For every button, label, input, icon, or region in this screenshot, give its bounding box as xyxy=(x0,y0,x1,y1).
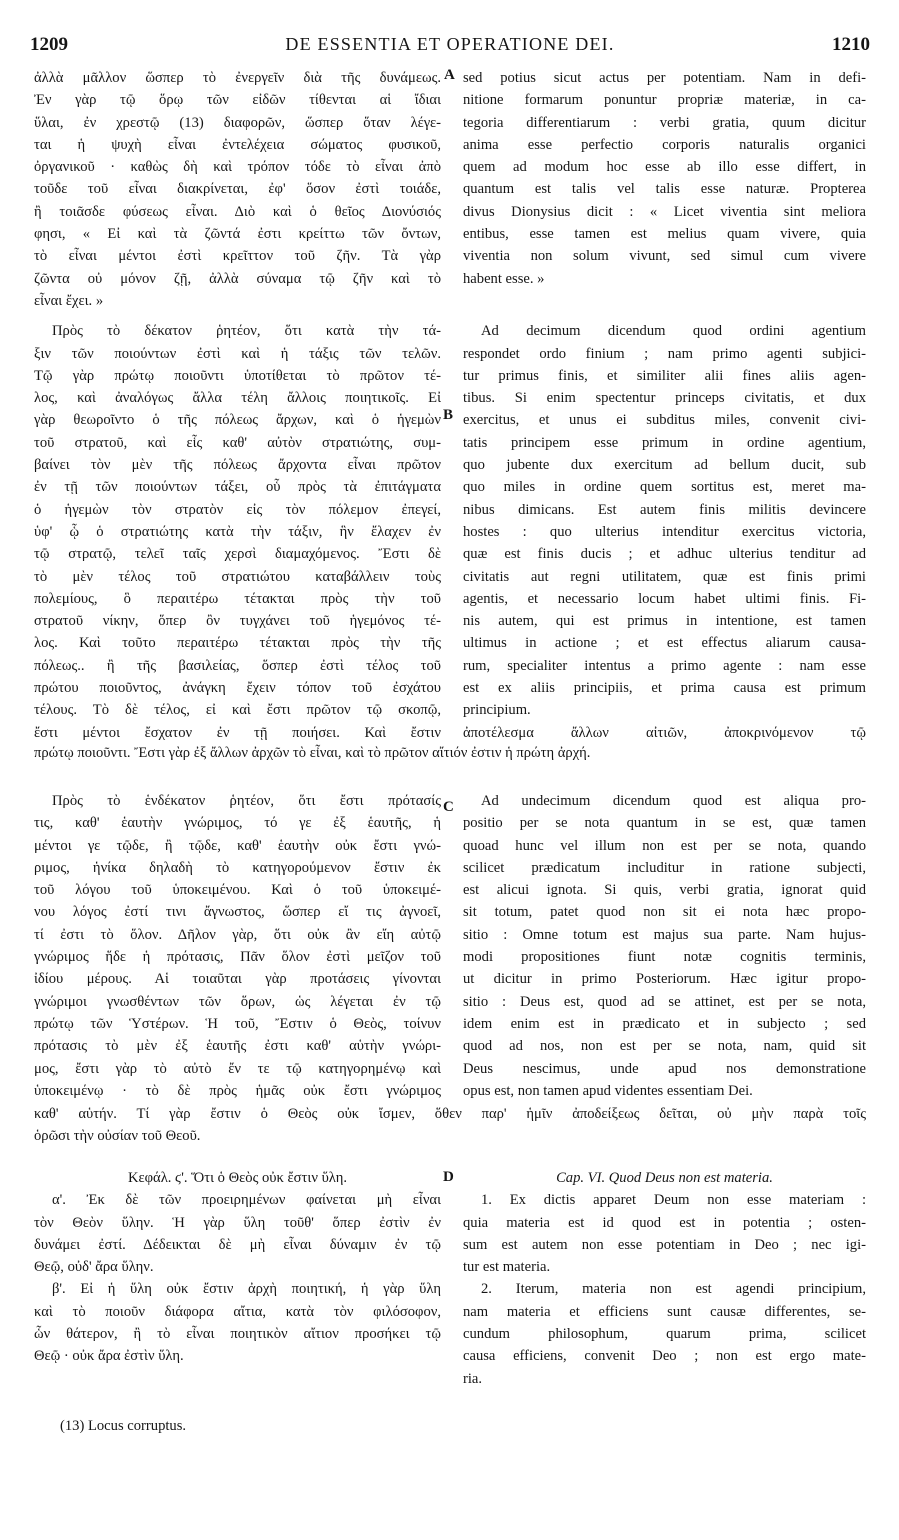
full-width-line-end xyxy=(34,1125,441,1147)
text-line: ριμος, ἡνίκα δηλαδὴ τὸ κατηγορούμενον ἔστιν ἐκ xyxy=(34,859,441,876)
text-line: τὸ μὲν τέλος τοῦ στρατιώτου καταβάλλειν τοὺς xyxy=(34,568,441,585)
text-line: quia materia est id quod est in potentia ; osten- xyxy=(463,1214,866,1231)
text-line: Deus nescimus, unde apud nos demonstratione xyxy=(463,1060,866,1077)
text-line: Θεῷ, οὐδ' ἄρα ὕλην. xyxy=(34,1259,154,1276)
chapter-heading-greek: Κεφάλ. ϛ'. Ὅτι ὁ Θεὸς οὐκ ἔστιν ὕλη. xyxy=(127,1170,348,1186)
latin-paragraph xyxy=(463,67,866,290)
text-line: modi propositiones fiunt notæ cognitis terminis, xyxy=(463,949,866,966)
text-line: ται ἡ ψυχὴ εἶναι ἐντελέχεια σώματος φυσικοῦ, xyxy=(34,136,441,153)
text-line: cundum philosophum, quarum prima, scilicet xyxy=(463,1326,866,1343)
text-line: πρότασις τὸ μὲν ἐξ ἑαυτῆς ἐστι καθ' αὑτὴν γνώρι- xyxy=(34,1038,441,1055)
section-marker-a: A xyxy=(444,67,455,83)
text-line: 2. Iterum, materia non est agendi principium, xyxy=(481,1281,866,1298)
text-line: quæ est finis ducis ; et adhuc ulterius tenditur ad xyxy=(463,546,866,563)
text-line: habent esse. » xyxy=(463,270,545,287)
full-width-line xyxy=(34,1103,866,1125)
text-line: ἢ τοιᾶσδε φύσεως εἶναι. Διὸ καὶ ὁ θεῖος Διονύσιός xyxy=(34,203,441,220)
text-line: ὑποκειμένῳ · τὸ δὲ πρὸς ἡμᾶς οὐκ ἔστι γνώριμος xyxy=(34,1082,441,1099)
greek-paragraph xyxy=(34,320,441,744)
text-line: Πρὸς τὸ ἑνδέκατον ῥητέον, ὅτι ἔστι πρότασίς xyxy=(52,793,441,809)
text-line: tur primus finis, et similiter alii fines aliis agen- xyxy=(463,367,866,384)
text-line: quod ad nos, non est per se nota, nam, quid sit xyxy=(463,1038,866,1055)
full-width-line xyxy=(34,742,866,764)
text-line: principium. xyxy=(463,702,531,719)
text-line: γνώριμος ἥδε ἡ πρότασις, Πᾶν ὅλον ἐστὶ μεῖζον τοῦ xyxy=(34,949,441,966)
text-line: ria. xyxy=(463,1370,483,1387)
latin-paragraph xyxy=(463,1189,866,1278)
text-line: τὸν Θεὸν ὕλην. Ἡ γὰρ ὕλη τοῦθ' ὅπερ ἐστὶν ἐν xyxy=(34,1214,441,1231)
text-line: Ἐν γὰρ τῷ ὅρῳ τῶν εἰδῶν τίθενται αἱ ἴδιαι xyxy=(34,92,441,109)
text-line: quem ad modum hoc esse ab illo esse differt, in xyxy=(463,159,866,176)
text-line: est alicui ignota. Si quis, verbi gratia, ignorat quid xyxy=(463,882,866,899)
text-line: anima esse perfectio corporis naturalis organici xyxy=(463,136,866,153)
text-line: rum, specialiter intentus a primo agente : nam esse xyxy=(463,657,866,674)
text-line: entibus, esse tamen est melius quam vivere, quia xyxy=(463,226,866,243)
text-line: λος, καὶ ἀναλόγως ἄλλα τέλη ἄλλοις ποιητικοῖς. Εἰ xyxy=(34,390,441,407)
text-line: βαίνει τὸν μὲν τῆς πόλεως ἄρχοντα εἶναι πρῶτον xyxy=(34,457,441,474)
text-line: est ex aliis principiis, et prima causa est primum xyxy=(463,680,866,697)
text-line: idem enim est in prædicato et in subjecto ; sed xyxy=(463,1015,866,1032)
text-line: α'. Ἐκ δὲ τῶν προειρημένων φαίνεται μὴ εἶναι xyxy=(52,1192,441,1209)
text-line: τοῦ στρατοῦ, καὶ εἷς καθ' αὐτὸν στρατιώτης, συμ- xyxy=(34,434,441,451)
text-line: 1. Ex dictis apparet Deum non esse materiam : xyxy=(481,1192,866,1209)
text-line: β'. Εἰ ἡ ὕλη οὐκ ἔστιν ἀρχὴ ποιητική, ἡ γὰρ ὕλη xyxy=(52,1281,441,1298)
text-line: viventia non solum vivunt, sed simul cum vivere xyxy=(463,248,866,265)
text-line: nis autem, qui est primus in intentione, est tamen xyxy=(463,613,866,630)
chapter-heading-latin: Cap. VI. Quod Deus non est materia. xyxy=(556,1170,773,1186)
text-line: sitio : Omne totum est majus sua parte. Nam hujus- xyxy=(463,926,866,943)
latin-column-lower xyxy=(463,1167,866,1390)
text-line: tur est materia. xyxy=(463,1259,551,1276)
text-line: ὀργανικοῦ · καθὼς δὴ καὶ τρόπον τόδε τὸ εἶναι ἀπὸ xyxy=(34,159,441,176)
greek-paragraph xyxy=(34,67,441,312)
text-line: στρατοῦ νίκην, ὅπερ ὂν τυγχάνει τοῦ ἡγεμόνος τέ- xyxy=(34,613,441,630)
running-title: DE ESSENTIA ET OPERATIONE DEI. xyxy=(285,34,615,54)
text-line: πρώτου ποιοῦντος, ἀνάγκη ἔχειν τόπον τοῦ ἐσχάτου xyxy=(34,680,441,697)
text-line: quoad hunc vel illum non est per se nota, quando xyxy=(463,837,866,854)
page-number-left: 1209 xyxy=(30,34,68,55)
text-line: καθ' αὑτήν. Τί γὰρ ἔστιν ὁ Θεὸς οὐκ ἴσμεν, ὅθεν παρ' ἡμῖν ἀποδείξεως δεῖται, οὐ μὴν παρὰ τοῖς xyxy=(34,1106,866,1122)
text-line: Πρὸς τὸ δέκατον ῥητέον, ὅτι κατὰ τὴν τά- xyxy=(52,323,441,340)
text-line: τέλους. Τὸ δὲ τέλος, εἰ καὶ ἔστι πρῶτον τῷ σκοπῷ, xyxy=(34,702,441,719)
text-line: Τῷ γὰρ πρώτῳ ποιοῦντι ὑποτίθεται τὸ πρῶτον τέ- xyxy=(34,367,441,384)
text-line: tibus. Si enim spectentur princeps civitatis, et dux xyxy=(463,390,866,407)
text-line: nibus dimicans. Est autem finis militis devincere xyxy=(463,501,866,518)
text-line: ἐν τῇ τῶν ποιούντων τάξει, οὗ πρὸς τὰ ἐπιτάγματα xyxy=(34,479,441,496)
page-header xyxy=(30,34,870,60)
text-line: ὑφ' ᾧ ὁ στρατιώτης κατὰ τὴν τάξιν, ἣν ἔλαχεν ἐν xyxy=(34,523,441,540)
text-line: positio per se nota quantum in se est, quæ tamen xyxy=(463,815,866,832)
page-number-right: 1210 xyxy=(832,34,870,55)
text-line: ultimus in actione ; et est effectus aliarum causa- xyxy=(463,635,866,652)
text-line: εἶναι ἔχει. » xyxy=(34,292,104,309)
text-line: nitione formarum ponuntur propriæ materiæ, in ca- xyxy=(463,92,866,109)
latin-paragraph xyxy=(463,1278,866,1389)
text-line: sed potius sicut actus per potentiam. Nam in defi- xyxy=(463,70,866,86)
text-line: Θεῷ · οὐκ ἄρα ἐστὶν ὕλη. xyxy=(34,1348,184,1365)
text-line: δυνάμει ἐστί. Δέδεικται δὲ μὴ εἶναι δύναμιν ἐν τῷ xyxy=(34,1236,441,1253)
text-line: agentis, et necessario locum habet ultimi finis. Fi- xyxy=(463,590,866,607)
text-line: divus Dionysius dicit : « Licet viventia sint meliora xyxy=(463,203,866,220)
section-marker-b: B xyxy=(443,407,454,423)
text-line: ἔστι μέντοι ἔσχατον ἐν τῇ ποιήσει. Καὶ ἔστιν xyxy=(34,724,441,741)
text-line: opus est, non tamen apud videntes essentiam Dei. xyxy=(463,1082,753,1099)
text-line: nam materia et efficiens sunt causæ differentes, se- xyxy=(463,1303,866,1320)
text-line: τοῦδε τοῦ εἶναι διακρίνεται, ἐφ' ὅσον ἐστὶ τοιάδε, xyxy=(34,181,441,198)
latin-paragraph xyxy=(463,790,866,1102)
greek-paragraph xyxy=(34,1189,441,1278)
text-line: πόλεως.. ἢ τῆς βασιλείας, ὅσπερ ἐστὶ τέλος τοῦ xyxy=(34,657,441,674)
text-line: sum est autem non esse potentiam in Deo ; nec igi- xyxy=(463,1236,866,1253)
text-line: civitatis aut regni utilitatem, quæ est finis primi xyxy=(463,568,866,585)
text-line: γὰρ θεωροῖντο ὁ τῆς πόλεως ἄρχων, καὶ ὁ ἡγεμὼν xyxy=(34,412,441,429)
text-line: τὸ εἶναι μέντοι ἐστὶ κρεῖττον τοῦ ζῆν. Τὰ γὰρ xyxy=(34,248,441,265)
text-line: ἀλλὰ μᾶλλον ὥσπερ τὸ ἐνεργεῖν διὰ τῆς δυνάμεως. xyxy=(34,70,441,86)
footnote: (13) Locus corruptus. xyxy=(60,1418,187,1434)
text-line: ἰδίου μέρους. Αἱ τοιαῦται γὰρ προτάσεις γίνονται xyxy=(34,971,441,988)
text-line: τοῦ λόγου τοῦ ὑποκειμένου. Καὶ ὁ τοῦ ὑποκειμέ- xyxy=(34,882,441,899)
greek-column-lower xyxy=(34,1167,441,1368)
text-line: quo jubente dux exercitum ad bellum ducit, sub xyxy=(463,457,866,474)
text-line: quo miles in ordine quem sortitus est, meret ma- xyxy=(463,479,866,496)
latin-column-upper xyxy=(463,67,866,744)
text-line: respondet ordo finium ; nam primo agenti subjici- xyxy=(463,345,866,362)
text-line: λος. Καὶ τοῦτο περαιτέρω τέτακται πρὸς τὴν τῆς xyxy=(34,635,441,652)
text-line: ἀποτέλεσμα ἄλλων αἰτιῶν, ἀποκρινόμενον τῷ xyxy=(463,724,866,741)
text-line: exercitus, et unus ei subditus miles, convenit civi- xyxy=(463,412,866,429)
text-line: μέντοι γε τῷδε, ἢ τῷδε, καθ' ἑαυτὴν οὐκ ἔστι γνώ- xyxy=(34,837,441,854)
text-line: τῷ στρατῷ, τελεῖ ταῖς χερσὶ διαμαχόμενος. Ἔστι δὲ xyxy=(34,546,441,563)
text-line: causa efficiens, convenit Deo ; non est ergo mate- xyxy=(463,1348,866,1365)
text-line: πρώτῳ ποιοῦντι. Ἔστι γὰρ ἐξ ἄλλων ἀρχῶν τὸ εἶναι, καὶ τὸ πρῶτον αἴτιόν ἐστιν ἡ πρώτη ἀρχή. xyxy=(34,745,591,761)
text-line: ὕλαι, ἐν χρεστῷ (13) διαφορῶν, ὥσπερ ὅταν λέγε- xyxy=(34,114,441,131)
text-line: φησι, « Εἰ καὶ τὰ ζῶντά ἐστι κρείττω τῶν ὄντων, xyxy=(34,226,441,243)
text-line: sit totum, patet quod non sit ei nota hæc propo- xyxy=(463,904,866,921)
section-marker-c: C xyxy=(443,799,454,815)
text-line: τί ἐστι τὸ ὅλον. Δῆλον γὰρ, ὅτι οὐκ ἂν εἴη αὐτῷ xyxy=(34,926,441,943)
text-line: ὧν θάτερον, ἢ τὸ εἶναι ποιητικὸν αἴτιον προσήκει τῷ xyxy=(34,1326,441,1343)
text-line: ut dicitur in primo Posteriorum. Hæc igitur propo- xyxy=(463,971,866,988)
text-line: Ad decimum dicendum quod ordini agentium xyxy=(481,323,866,340)
text-line: καὶ τὸ ποιοῦν διάφορα αἴτια, κατὰ τὸν φιλόσοφον, xyxy=(34,1303,441,1320)
greek-paragraph xyxy=(34,1278,441,1367)
text-line: quantum est talis vel talis esse naturæ. Propterea xyxy=(463,181,866,198)
text-line: hostes : quo ulterius intenditur exercitus victoria, xyxy=(463,523,866,540)
text-line: τις, καθ' ἑαυτὴν γνώριμος, τό γε ἐξ ἑαυτῆς, ἡ xyxy=(34,815,441,832)
text-line: ὁ ἡγεμὼν τὸν στρατὸν εἰς τὸν πόλεμον ἐπεγεί, xyxy=(34,501,441,518)
text-line: tegoria differentiarum : verbi gratia, quum dicitur xyxy=(463,114,866,131)
text-line: sitio : Deus est, quod ad se attinet, est per se nota, xyxy=(463,993,866,1010)
text-line: Ad undecimum dicendum quod est aliqua pro- xyxy=(481,793,866,809)
greek-column-upper xyxy=(34,67,441,744)
greek-paragraph xyxy=(34,790,441,1102)
latin-paragraph xyxy=(463,320,866,744)
text-line: πρώτῳ τῶν Ὑστέρων. Ἡ τοῦ, Ἔστιν ὁ Θεὸς, τοίνυν xyxy=(34,1015,441,1032)
greek-column-middle xyxy=(34,790,441,1102)
text-line: ζῶντα οὐ μόνον ζῇ, ἀλλὰ σύναμα τῷ ζῆν καὶ τὸ xyxy=(34,270,441,287)
section-marker-d: D xyxy=(443,1169,454,1185)
text-line: γνώριμοι γνωσθέντων τῶν ὅρων, ὡς λέγεται ἐν τῷ xyxy=(34,993,441,1010)
text-line: scilicet prædicatum includitur in ratione subjecti, xyxy=(463,859,866,876)
text-line: ὁρῶσι τὴν οὐσίαν τοῦ Θεοῦ. xyxy=(34,1128,201,1144)
text-line: νου λόγος ἐστί τινι ἄγνωστος, ὥσπερ εἴ τις ἀγνοεῖ, xyxy=(34,904,441,921)
text-line: tatis principem esse primum in ordine agentium, xyxy=(463,434,866,451)
text-line: μος, ἔστι γὰρ τὸ αὐτὸ ἔν τε τῷ κατηγορημένῳ καὶ xyxy=(34,1060,441,1077)
latin-column-middle xyxy=(463,790,866,1102)
text-line: ξιν τῶν ποιούντων ἐστὶ καὶ ἡ τάξις τῶν τελῶν. xyxy=(34,345,441,362)
text-line: πολεμίους, ὃ περαιτέρω τέτακται πρὸς τὴν τοῦ xyxy=(34,590,441,607)
